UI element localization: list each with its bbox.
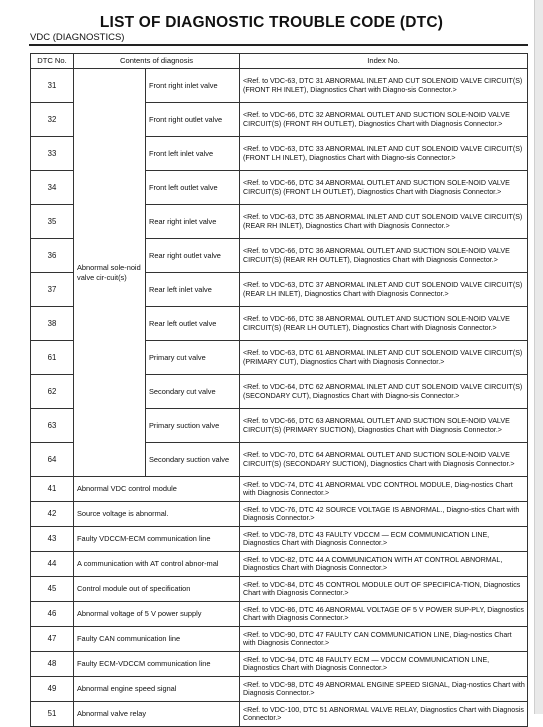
index-reference-cell: <Ref. to VDC-66, DTC 63 ABNORMAL OUTLET AND SUCTION SOLE-NOID VALVE CIRCUIT(S) (PRIMARY SUCTION), Diagnostics Chart with Diagnosis Connector.> [240,409,528,443]
index-reference-cell: <Ref. to VDC-66, DTC 38 ABNORMAL OUTLET AND SUCTION SOLE-NOID VALVE CIRCUIT(S) (REAR LH OUTLET), Diagnostics Chart with Diagnosis Connector.> [240,307,528,341]
table-row [31,502,528,527]
index-reference-cell: <Ref. to VDC-70, DTC 64 ABNORMAL OUTLET AND SUCTION SOLE-NOID VALVE CIRCUIT(S) (SECONDARY SUCTION), Diagnostics Chart with Diagnosis Connector.> [240,443,528,477]
dtc-number-cell: 63 [31,409,74,443]
section-label: VDC (DIAGNOSTICS) [30,32,125,43]
diagnosis-content-cell: Abnormal valve relay [74,702,240,727]
index-reference-cell: <Ref. to VDC-63, DTC 31 ABNORMAL INLET AND CUT SOLENOID VALVE CIRCUIT(S) (FRONT RH INLET), Diagnostics Chart with Diagno-sis Connector.> [240,69,528,103]
dtc-number-cell: 33 [31,137,74,171]
diagnosis-content-cell: Primary cut valve [146,341,240,375]
diagnosis-content-cell: Rear left inlet valve [146,273,240,307]
dtc-number-cell: 32 [31,103,74,137]
table-row [31,577,528,602]
dtc-number-cell: 43 [31,527,74,552]
diagnosis-content-cell: Rear right outlet valve [146,239,240,273]
table-row [31,677,528,702]
index-reference-cell: <Ref. to VDC-63, DTC 37 ABNORMAL INLET AND CUT SOLENOID VALVE CIRCUIT(S) (REAR LH INLET), Diagnostics Chart with Diagnosis Connector.> [240,273,528,307]
dtc-number-cell: 61 [31,341,74,375]
index-reference-cell: <Ref. to VDC-98, DTC 49 ABNORMAL ENGINE SPEED SIGNAL, Diag-nostics Chart with Diagnosis Connector.> [240,677,528,702]
table-row [31,552,528,577]
dtc-number-cell: 36 [31,239,74,273]
diagnosis-content-cell: Faulty ECM-VDCCM communication line [74,652,240,677]
page-title: LIST OF DIAGNOSTIC TROUBLE CODE (DTC) [99,14,444,31]
index-reference-cell: <Ref. to VDC-64, DTC 62 ABNORMAL INLET AND CUT SOLENOID VALVE CIRCUIT(S) (SECONDARY CUT), Diagnostics Chart with Diagno-sis Connector.> [240,375,528,409]
diagnosis-content-cell: Secondary cut valve [146,375,240,409]
table-row [31,602,528,627]
table-row [31,527,528,552]
diagnosis-content-cell: Faulty VDCCM-ECM communication line [74,527,240,552]
dtc-number-cell: 45 [31,577,74,602]
diagnosis-content-cell: Front right outlet valve [146,103,240,137]
dtc-number-cell: 31 [31,69,74,103]
dtc-number-cell: 51 [31,702,74,727]
table-row [31,69,528,103]
index-reference-cell: <Ref. to VDC-90, DTC 47 FAULTY CAN COMMUNICATION LINE, Diag-nostics Chart with Diagnosis Connector.> [240,627,528,652]
title-divider [29,44,528,46]
diagnosis-content-cell: Source voltage is abnormal. [74,502,240,527]
index-reference-cell: <Ref. to VDC-76, DTC 42 SOURCE VOLTAGE IS ABNORMAL., Diagno-stics Chart with Diagnosis Connector.> [240,502,528,527]
diagnosis-content-cell: Abnormal engine speed signal [74,677,240,702]
dtc-number-cell: 41 [31,477,74,502]
index-reference-cell: <Ref. to VDC-63, DTC 61 ABNORMAL INLET AND CUT SOLENOID VALVE CIRCUIT(S) (PRIMARY CUT), Diagnostics Chart with Diagnosis Connector.> [240,341,528,375]
dtc-number-cell: 49 [31,677,74,702]
index-reference-cell: <Ref. to VDC-94, DTC 48 FAULTY ECM — VDCCM COMMUNICATION LINE, Diagnostics Chart with Diagnosis Connector.> [240,652,528,677]
table-header-row [31,54,528,69]
diagnosis-content-cell: Rear left outlet valve [146,307,240,341]
dtc-number-cell: 46 [31,602,74,627]
column-header-dtc-no: DTC No. [31,54,74,69]
diagnosis-content-cell: Abnormal voltage of 5 V power supply [74,602,240,627]
column-header-contents: Contents of diagnosis [74,54,240,69]
index-reference-cell: <Ref. to VDC-100, DTC 51 ABNORMAL VALVE RELAY, Diagnostics Chart with Diagnosis Connector.> [240,702,528,727]
dtc-number-cell: 38 [31,307,74,341]
index-reference-cell: <Ref. to VDC-74, DTC 41 ABNORMAL VDC CONTROL MODULE, Diag-nostics Chart with Diagnosis Connector.> [240,477,528,502]
dtc-number-cell: 35 [31,205,74,239]
diagnosis-content-cell: Faulty CAN communication line [74,627,240,652]
dtc-number-cell: 48 [31,652,74,677]
column-header-index-no: Index No. [240,54,528,69]
diagnosis-content-cell: Control module out of specification [74,577,240,602]
diagnosis-content-cell: Rear right inlet valve [146,205,240,239]
diagnosis-content-cell: Front right inlet valve [146,69,240,103]
dtc-number-cell: 44 [31,552,74,577]
index-reference-cell: <Ref. to VDC-66, DTC 36 ABNORMAL OUTLET AND SUCTION SOLE-NOID VALVE CIRCUIT(S) (REAR RH OUTLET), Diagnostics Chart with Diagnosis Connector.> [240,239,528,273]
dtc-number-cell: 34 [31,171,74,205]
index-reference-cell: <Ref. to VDC-84, DTC 45 CONTROL MODULE OUT OF SPECIFICA-TION, Diagnostics Chart with Diagnosis Connector.> [240,577,528,602]
category-cell: Abnormal sole-noid valve cir-cuit(s) [74,69,146,477]
table-row [31,702,528,727]
dtc-number-cell: 42 [31,502,74,527]
table-body [31,69,528,727]
diagnosis-content-cell: Front left outlet valve [146,171,240,205]
diagnosis-content-cell: Secondary suction valve [146,443,240,477]
diagnosis-content-cell: A communication with AT control abnor-mal [74,552,240,577]
dtc-number-cell: 62 [31,375,74,409]
index-reference-cell: <Ref. to VDC-86, DTC 46 ABNORMAL VOLTAGE OF 5 V POWER SUP-PLY, Diagnostics Chart with Diagnosis Connector.> [240,602,528,627]
index-reference-cell: <Ref. to VDC-63, DTC 35 ABNORMAL INLET AND CUT SOLENOID VALVE CIRCUIT(S) (REAR RH INLET), Diagnostics Chart with Diagnosis Connector.> [240,205,528,239]
right-edge-strip [534,0,543,714]
dtc-number-cell: 64 [31,443,74,477]
index-reference-cell: <Ref. to VDC-78, DTC 43 FAULTY VDCCM — ECM COMMUNICATION LINE, Diagnostics Chart with Diagnosis Connector.> [240,527,528,552]
index-reference-cell: <Ref. to VDC-66, DTC 32 ABNORMAL OUTLET AND SUCTION SOLE-NOID VALVE CIRCUIT(S) (FRONT RH OUTLET), Diagnostics Chart with Diagnosis Connector.> [240,103,528,137]
dtc-table [30,53,528,727]
index-reference-cell: <Ref. to VDC-63, DTC 33 ABNORMAL INLET AND CUT SOLENOID VALVE CIRCUIT(S) (FRONT LH INLET), Diagnostics Chart with Diagno-sis Connector.> [240,137,528,171]
table-row [31,652,528,677]
diagnosis-content-cell: Front left inlet valve [146,137,240,171]
index-reference-cell: <Ref. to VDC-82, DTC 44 A COMMUNICATION WITH AT CONTROL ABNORMAL, Diagnostics Chart with Diagnosis Connector.> [240,552,528,577]
diagnosis-content-cell: Abnormal VDC control module [74,477,240,502]
table-row [31,627,528,652]
index-reference-cell: <Ref. to VDC-66, DTC 34 ABNORMAL OUTLET AND SUCTION SOLE-NOID VALVE CIRCUIT(S) (FRONT LH OUTLET), Diagnostics Chart with Diagnosis Connector.> [240,171,528,205]
table-row [31,477,528,502]
dtc-number-cell: 47 [31,627,74,652]
diagnosis-content-cell: Primary suction valve [146,409,240,443]
dtc-number-cell: 37 [31,273,74,307]
